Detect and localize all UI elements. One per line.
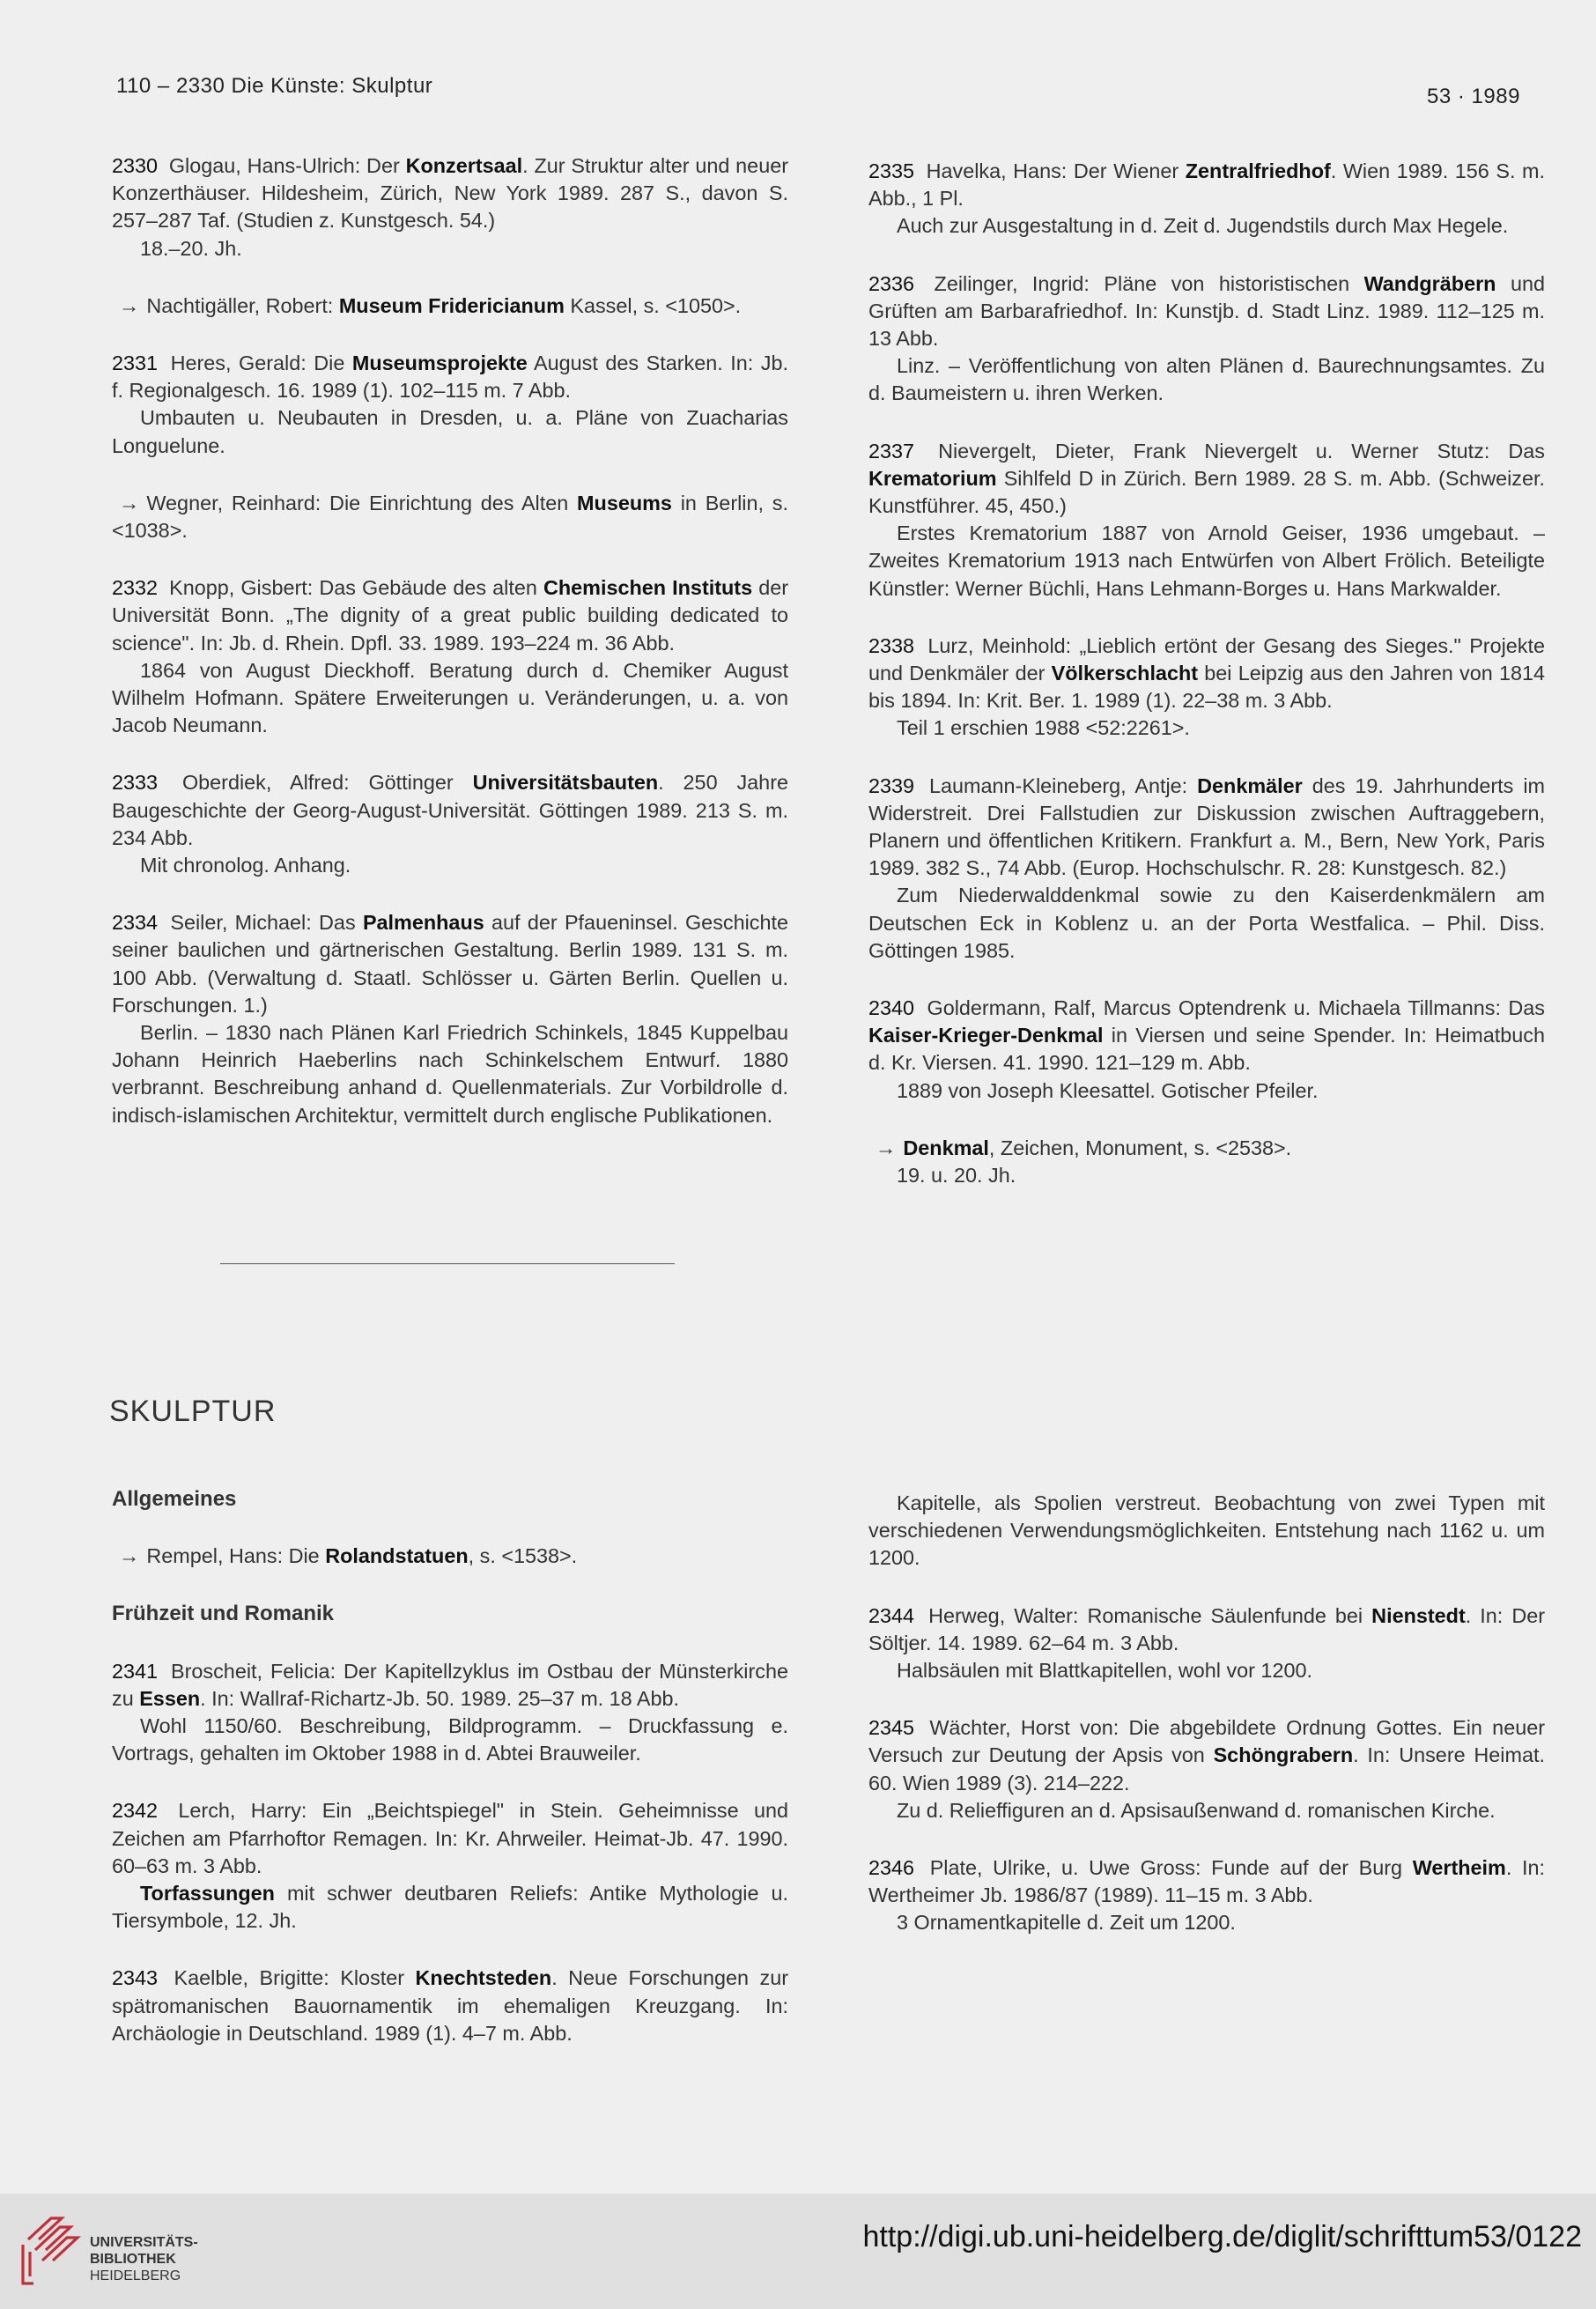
entry-keyword: Chemischen Instituts bbox=[543, 576, 753, 600]
entry-text: Kaelble, Brigitte: Kloster bbox=[174, 1966, 416, 1990]
entry-note: Zum Niederwalddenkmal sowie zu den Kaiserdenkmälern am Deutschen Eck in Koblenz u. an der Porta Westfalica. – Phil. Diss. Göttingen 1985. bbox=[868, 884, 1545, 962]
entry-text: in Viersen und seine Spender. In: Heimatbuch d. Kr. Viersen. 41. 1990. 121–129 m. Abb. bbox=[868, 1024, 1545, 1075]
entry-note: mit schwer deutbaren Reliefs: Antike Mythologie u. Tiersymbole, 12. Jh. bbox=[112, 1882, 788, 1933]
column-end-rule bbox=[220, 1263, 675, 1264]
entry-number: 2330 bbox=[112, 154, 159, 177]
entry-text: Wächter, Horst von: Die abgebildete Ordnung Gottes. Ein neuer Versuch zur Deutung der Apsis von bbox=[868, 1716, 1546, 1767]
entry-keyword: Schöngrabern bbox=[1213, 1743, 1354, 1767]
entry-number: 2344 bbox=[868, 1603, 915, 1627]
cross-reference bbox=[112, 490, 788, 544]
entry-keyword: Wandgräbern bbox=[1363, 271, 1496, 295]
entry-text: August des Starken. In: Jb. f. Regionalgesch. 16. 1989 (1). 102–115 m. 7 Abb. bbox=[112, 352, 789, 403]
entry-number: 2335 bbox=[868, 159, 915, 182]
right-column bbox=[868, 158, 1545, 1219]
entry-text: Seiler, Michael: Das bbox=[170, 911, 363, 935]
entry-keyword: Krematorium bbox=[868, 466, 997, 490]
entry-text: . Zur Struktur alter und neuer Konzerthäuser. Hildesheim, Zürich, New York 1989. 287 S., davon S. 257–287 Taf. (Studien z. Kunstgesch. 54.) bbox=[112, 154, 788, 233]
bibliography-entry bbox=[868, 158, 1545, 241]
entry-text: Lurz, Meinhold: „Lieblich ertönt der Gesang des Sieges." Projekte und Denkmäler der bbox=[868, 633, 1546, 685]
entry-text: Sihlfeld D in Zürich. Bern 1989. 28 S. m. Abb. (Schweizer. Kunstführer. 45, 450.) bbox=[868, 466, 1545, 518]
entry-text: Herweg, Walter: Romanische Säulenfunde bei bbox=[928, 1603, 1372, 1627]
entry-keyword: Wertheim bbox=[1412, 1856, 1506, 1880]
cross-reference bbox=[112, 1543, 788, 1570]
entry-number: 2342 bbox=[112, 1799, 159, 1823]
left-column bbox=[112, 152, 788, 1159]
entry-text: Goldermann, Ralf, Marcus Optendrenk u. Michaela Tillmanns: Das bbox=[927, 996, 1545, 1020]
entry-note: Linz. – Veröffentlichung von alten Plänen d. Baurechnungsamtes. Zu d. Baumeistern u. ihren Werken. bbox=[868, 354, 1545, 405]
entry-number: 2336 bbox=[868, 271, 915, 295]
entry-note: Berlin. – 1830 nach Plänen Karl Friedrich Schinkels, 1845 Kuppelbau Johann Heinrich Haeberlins nach Schinkelschem Entwurf. 1880 verbrannt. Beschreibung anhand d. Quellenmaterials. Zur Vorbildrolle d. indisch-islamischen Architektur, vermittelt durch englische Publikationen. bbox=[112, 1021, 788, 1127]
entry-text: , s. <1538>. bbox=[468, 1544, 578, 1568]
entry-text: in Berlin, s. <1038>. bbox=[112, 491, 788, 543]
entry-number: 2345 bbox=[868, 1716, 915, 1740]
note-keyword: Torfassungen bbox=[140, 1882, 275, 1906]
entry-text: und Grüften am Barbarafriedhof. In: Kunstjb. d. Stadt Linz. 1989. 112–125 m. 13 Abb. bbox=[868, 271, 1545, 351]
entry-keyword: Konzertsaal bbox=[405, 154, 523, 177]
entry-text: Laumann-Kleineberg, Antje: bbox=[929, 773, 1198, 797]
entry-keyword: Nienstedt bbox=[1371, 1603, 1466, 1627]
entry-number: 2331 bbox=[112, 352, 159, 375]
bibliography-entry bbox=[868, 1854, 1545, 1937]
entry-text: . Neue Forschungen zur spätromanischen Bauornamentik im ehemaligen Kreuzgang. In: Archäologie in Deutschland. 1989 (1). 4–7 m. Abb. bbox=[112, 1966, 789, 2045]
entry-text: des 19. Jahrhunderts im Widerstreit. Drei Fallstudien zur Diskussion zwischen Auftraggebern, Planern und öffentlichen Kritikern. Frankfurt a. M., Bern, New York, Paris 1989. 382 S., 74 Abb. (Europ. Hochschulschr. R. 28: Kunstgesch. 82.) bbox=[868, 773, 1546, 880]
entry-keyword: Denkmäler bbox=[1197, 773, 1303, 797]
entry-keyword: Kaiser-Krieger-Denkmal bbox=[868, 1024, 1104, 1047]
entry-text: . In: Wertheimer Jb. 1986/87 (1989). 11–15 m. 3 Abb. bbox=[868, 1856, 1545, 1907]
entry-keyword: Museumsprojekte bbox=[351, 352, 528, 375]
entry-text: , Zeichen, Monument, s. <2538>. bbox=[988, 1136, 1292, 1159]
entry-note: Halbsäulen mit Blattkapitellen, wohl vor 1200. bbox=[897, 1659, 1312, 1683]
bibliography-entry bbox=[868, 270, 1545, 408]
bibliography-entry bbox=[868, 995, 1545, 1105]
entry-text: Nievergelt, Dieter, Frank Nievergelt u. Werner Stutz: Das bbox=[938, 439, 1546, 463]
entry-text: Kassel, s. <1050>. bbox=[564, 293, 742, 317]
entry-keyword: Palmenhaus bbox=[362, 911, 484, 935]
bibliography-entry bbox=[112, 350, 788, 460]
cross-reference bbox=[112, 292, 788, 320]
entry-text: Zeilinger, Ingrid: Pläne von historistischen bbox=[934, 271, 1364, 295]
continuation-text: Kapitelle, als Spolien verstreut. Beobachtung von zwei Typen mit verschiedenen Verwendungsmöglichkeiten. Entstehung nach 1162 u. um 1200. bbox=[868, 1491, 1545, 1570]
entry-text: . 250 Jahre Baugeschichte der Georg-August-Universität. Göttingen 1989. 213 S. m. 234 Abb. bbox=[112, 771, 788, 849]
entry-keyword: Denkmal bbox=[903, 1136, 989, 1159]
entry-keyword: Museums bbox=[577, 491, 672, 514]
bibliography-entry bbox=[112, 152, 788, 263]
entry-text: Plate, Ulrike, u. Uwe Gross: Funde auf der Burg bbox=[929, 1856, 1413, 1880]
footer-bar bbox=[0, 2194, 1596, 2309]
bibliography-entry bbox=[112, 1658, 788, 1768]
entry-note: 1864 von August Dieckhoff. Beratung durch d. Chemiker August Wilhelm Hofmann. Spätere Erweiterungen u. Veränderungen, u. a. von Jacob Neumann. bbox=[112, 658, 788, 737]
entry-keyword: Knechtsteden bbox=[415, 1966, 552, 1990]
library-name: UNIVERSITÄTS- BIBLIOTHEK HEIDELBERG bbox=[90, 2235, 198, 2283]
entry-keyword: Essen bbox=[139, 1686, 201, 1710]
entry-text: . In: Der Söltjer. 14. 1989. 62–64 m. 3 Abb. bbox=[868, 1603, 1546, 1654]
entry-note: 18.–20. Jh. bbox=[140, 236, 242, 260]
arrow-icon: → bbox=[119, 491, 140, 514]
entry-text: Nachtigäller, Robert: bbox=[146, 293, 339, 317]
bibliography-entry bbox=[112, 1965, 788, 2047]
entry-number: 2343 bbox=[112, 1966, 159, 1990]
entry-number: 2340 bbox=[868, 996, 915, 1020]
entry-note: Auch zur Ausgestaltung in d. Zeit d. Jugendstils durch Max Hegele. bbox=[897, 214, 1509, 238]
bottom-left-column bbox=[112, 1485, 788, 2077]
arrow-icon: → bbox=[876, 1136, 897, 1159]
entry-note: Umbauten u. Neubauten in Dresden, u. a. Pläne von Zuacharias Longuelune. bbox=[112, 406, 788, 457]
entry-keyword: Universitätsbauten bbox=[472, 771, 659, 795]
section-title: SKULPTUR bbox=[109, 1395, 277, 1428]
entry-text: Knopp, Gisbert: Das Gebäude des alten bbox=[169, 576, 543, 600]
subheading-allgemeines: Allgemeines bbox=[112, 1487, 237, 1511]
bibliography-entry bbox=[112, 769, 788, 879]
entry-text: bei Leipzig aus den Jahren von 1814 bis 1894. In: Krit. Ber. 1. 1989 (1). 22–38 m. 3 Abb. bbox=[868, 662, 1546, 713]
entry-text: der Universität Bonn. „The dignity of a great public building dedicated to science". In: Jb. d. Rhein. Dpfl. 33. 1989. 193–224 m. 36 Abb. bbox=[112, 576, 789, 655]
cross-reference bbox=[868, 1135, 1545, 1189]
subheading: Frühzeit und Romanik bbox=[112, 1602, 334, 1626]
arrow-icon: → bbox=[119, 1544, 140, 1568]
entry-note: Zu d. Relieffiguren an d. Apsisaußenwand d. romanischen Kirche. bbox=[897, 1798, 1496, 1822]
entry-note: Erstes Krematorium 1887 von Arnold Geiser, 1936 umgebaut. – Zweites Krematorium 1913 nach Entwürfen von Albert Frölich. Beteiligte Künstler: Werner Büchli, Hans Lehmann-Borges u. Hans Markwalder. bbox=[868, 522, 1545, 600]
entry-text: Broscheit, Felicia: Der Kapitellzyklus im Ostbau der Münsterkirche zu bbox=[112, 1659, 789, 1710]
entry-keyword: Völkerschlacht bbox=[1051, 662, 1199, 685]
bibliography-entry bbox=[868, 633, 1545, 743]
entry-note: Mit chronolog. Anhang. bbox=[140, 854, 351, 877]
entry-note: 3 Ornamentkapitelle d. Zeit um 1200. bbox=[897, 1911, 1236, 1935]
entry-text: Glogau, Hans-Ulrich: Der bbox=[168, 154, 406, 177]
entry-number: 2339 bbox=[868, 773, 915, 797]
bibliography-entry bbox=[112, 909, 788, 1129]
entry-text: Wegner, Reinhard: Die Einrichtung des Alten bbox=[146, 491, 578, 514]
running-header-right: 53 · 1989 bbox=[1427, 85, 1520, 108]
entry-text: auf der Pfaueninsel. Geschichte seiner baulichen und gärtnerischen Gestaltung. Berlin 1989. 131 S. m. 100 Abb. (Verwaltung d. Staatl. Schlösser u. Gärten Berlin. Quellen u. Forschungen. 1.) bbox=[112, 911, 788, 1017]
bibliography-entry bbox=[868, 1714, 1545, 1824]
entry-number: 2338 bbox=[868, 633, 915, 657]
entry-number: 2333 bbox=[112, 771, 159, 795]
entry-keyword: Rolandstatuen bbox=[325, 1544, 469, 1568]
source-url-link[interactable]: http://digi.ub.uni-heidelberg.de/diglit/schrifttum53/0122 bbox=[862, 2220, 1582, 2253]
entry-note: 19. u. 20. Jh. bbox=[897, 1164, 1016, 1188]
bibliography-entry bbox=[868, 773, 1545, 965]
bibliography-entry bbox=[112, 574, 788, 739]
entry-note: Teil 1 erschien 1988 <52:2261>. bbox=[897, 716, 1190, 740]
entry-text: Havelka, Hans: Der Wiener bbox=[926, 159, 1186, 182]
library-logo-icon bbox=[16, 2213, 90, 2289]
entry-keyword: Zentralfriedhof bbox=[1185, 159, 1331, 182]
bibliography-entry bbox=[112, 1797, 788, 1935]
entry-note: Wohl 1150/60. Beschreibung, Bildprogramm. – Druckfassung e. Vortrags, gehalten im Oktober 1988 in d. Abtei Brauweiler. bbox=[112, 1714, 788, 1765]
entry-text: Oberdiek, Alfred: Göttinger bbox=[181, 771, 473, 795]
entry-text: Heres, Gerald: Die bbox=[170, 352, 352, 375]
arrow-icon: → bbox=[119, 293, 140, 317]
entry-number: 2332 bbox=[112, 576, 159, 600]
entry-continuation bbox=[868, 1490, 1545, 1573]
entry-text: Rempel, Hans: Die bbox=[146, 1544, 326, 1568]
entry-number: 2337 bbox=[868, 439, 915, 463]
entry-text: . In: Wallraf-Richartz-Jb. 50. 1989. 25–37 m. 18 Abb. bbox=[200, 1686, 680, 1710]
entry-number: 2334 bbox=[112, 911, 159, 935]
bottom-right-column bbox=[868, 1490, 1545, 1967]
running-header-left: 110 – 2330 Die Künste: Skulptur bbox=[116, 74, 433, 98]
entry-number: 2346 bbox=[868, 1856, 915, 1880]
bibliography-entry bbox=[868, 1602, 1545, 1685]
entry-text: Lerch, Harry: Ein „Beichtspiegel" in Stein. Geheimnisse und Zeichen am Pfarrhoftor Remagen. In: Kr. Ahrweiler. Heimat-Jb. 47. 1990. 60–63 m. 3 Abb. bbox=[112, 1799, 788, 1877]
entry-note: 1889 von Joseph Kleesattel. Gotischer Pfeiler. bbox=[897, 1078, 1319, 1102]
bibliography-entry bbox=[868, 438, 1545, 603]
entry-keyword: Museum Fridericianum bbox=[338, 293, 565, 317]
entry-text: . In: Unsere Heimat. 60. Wien 1989 (3). 214–222. bbox=[868, 1743, 1545, 1795]
entry-number: 2341 bbox=[112, 1659, 159, 1683]
entry-text: . Wien 1989. 156 S. m. Abb., 1 Pl. bbox=[868, 159, 1545, 211]
